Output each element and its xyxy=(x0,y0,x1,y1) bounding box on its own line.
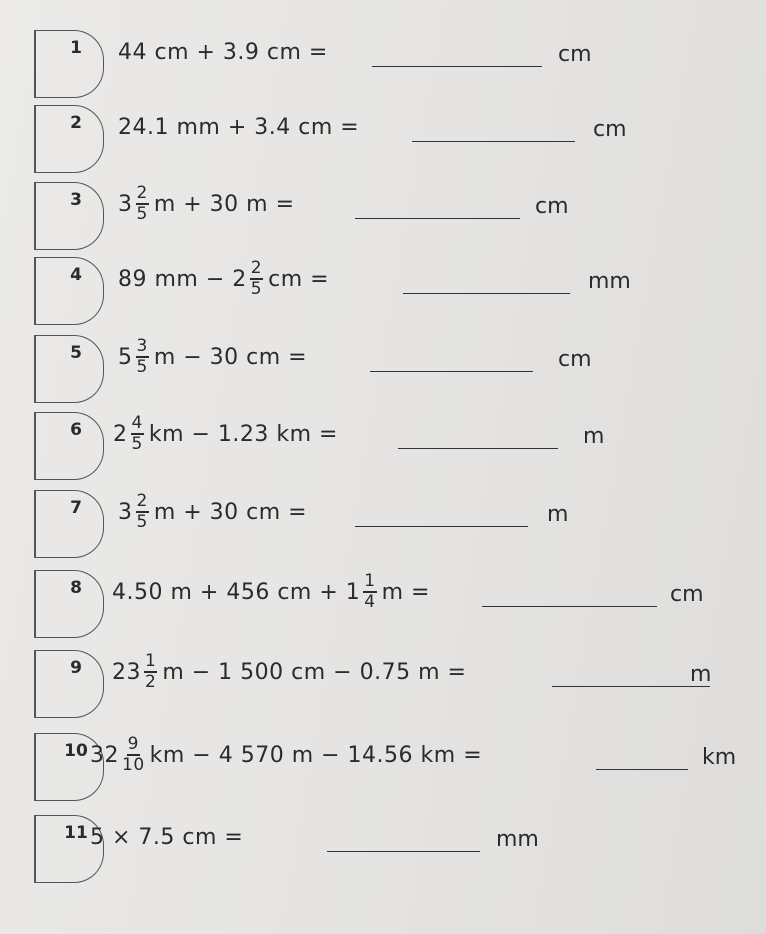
fraction-denominator: 5 xyxy=(136,357,148,377)
problem-expression xyxy=(118,30,328,74)
answer-blank[interactable] xyxy=(398,448,558,449)
expression-text: 2 xyxy=(113,421,128,447)
expression-text: 24.1 mm + 3.4 cm = xyxy=(118,114,360,140)
expression-text: 89 mm − 2 xyxy=(118,266,247,292)
answer-blank[interactable] xyxy=(327,851,480,852)
problem-row xyxy=(0,815,766,885)
answer-blank[interactable] xyxy=(596,769,688,770)
problem-number: 3 xyxy=(70,190,82,210)
expression-text: 44 cm + 3.9 cm = xyxy=(118,39,328,65)
expression-text: m = xyxy=(381,579,430,605)
answer-unit: mm xyxy=(588,269,631,294)
answer-unit: cm xyxy=(670,582,704,607)
answer-unit: m xyxy=(547,502,569,527)
problem-expression xyxy=(118,257,329,301)
problem-expression xyxy=(112,650,466,694)
problem-row xyxy=(0,105,766,175)
problem-expression xyxy=(118,490,307,534)
expression-text: km − 4 570 m − 14.56 km = xyxy=(149,742,483,768)
answer-unit: m xyxy=(690,662,712,687)
fraction xyxy=(363,573,376,611)
expression-text: km − 1.23 km = xyxy=(148,421,338,447)
fraction-numerator: 1 xyxy=(364,571,376,591)
answer-unit: mm xyxy=(496,827,539,852)
answer-unit: m xyxy=(583,424,605,449)
answer-blank[interactable] xyxy=(372,66,542,67)
answer-blank[interactable] xyxy=(403,293,570,294)
problem-number: 6 xyxy=(70,420,82,440)
problem-number: 2 xyxy=(70,113,82,133)
fraction xyxy=(131,415,144,453)
fraction-denominator: 5 xyxy=(131,434,143,454)
fraction-denominator: 5 xyxy=(250,279,263,299)
fraction-denominator: 5 xyxy=(136,204,148,224)
fraction-numerator: 2 xyxy=(136,491,148,511)
expression-text: m − 1 500 cm − 0.75 m = xyxy=(162,659,467,685)
fraction xyxy=(122,736,145,774)
expression-text: 5 xyxy=(118,344,133,370)
problem-number: 7 xyxy=(70,498,82,518)
problem-number: 5 xyxy=(70,343,82,363)
problem-row xyxy=(0,570,766,640)
fraction-denominator: 2 xyxy=(145,672,157,692)
problem-number: 8 xyxy=(70,578,82,598)
fraction xyxy=(136,493,149,531)
fraction-numerator: 9 xyxy=(127,734,139,754)
expression-text: cm = xyxy=(268,266,330,292)
answer-unit: cm xyxy=(593,117,627,142)
answer-unit: cm xyxy=(558,42,592,67)
expression-text: 4.50 m + 456 cm + 1 xyxy=(112,579,361,605)
answer-blank[interactable] xyxy=(355,526,528,527)
problem-number: 9 xyxy=(70,658,82,678)
expression-text: 3 xyxy=(118,191,133,217)
problem-row xyxy=(0,650,766,720)
expression-text: m + 30 m = xyxy=(153,191,295,217)
problem-number: 1 xyxy=(70,38,82,58)
expression-text: 3 xyxy=(118,499,133,525)
problem-number: 4 xyxy=(70,265,82,285)
problem-row xyxy=(0,733,766,803)
fraction xyxy=(250,260,263,298)
expression-text: 32 xyxy=(90,742,119,768)
problem-expression xyxy=(90,815,243,859)
problem-row xyxy=(0,30,766,100)
fraction-numerator: 2 xyxy=(136,183,148,203)
expression-text: 5 × 7.5 cm = xyxy=(90,824,244,850)
problem-expression xyxy=(118,182,295,226)
answer-blank[interactable] xyxy=(355,218,520,219)
problem-expression xyxy=(112,570,430,614)
fraction-numerator: 1 xyxy=(145,651,157,671)
fraction-denominator: 10 xyxy=(122,755,145,775)
answer-unit: km xyxy=(702,745,737,770)
expression-text: m + 30 cm = xyxy=(153,499,308,525)
fraction-numerator: 4 xyxy=(131,413,143,433)
answer-unit: cm xyxy=(558,347,592,372)
problem-number: 11 xyxy=(64,823,88,843)
fraction xyxy=(136,185,149,223)
problem-row xyxy=(0,335,766,405)
answer-blank[interactable] xyxy=(552,686,710,687)
expression-text: 23 xyxy=(112,659,141,685)
fraction-numerator: 2 xyxy=(250,258,263,278)
problem-expression xyxy=(118,335,307,379)
expression-text: m − 30 cm = xyxy=(153,344,308,370)
fraction-numerator: 3 xyxy=(136,336,148,356)
fraction xyxy=(136,338,149,376)
answer-unit: cm xyxy=(535,194,569,219)
fraction xyxy=(144,653,157,691)
problem-row xyxy=(0,412,766,482)
problem-expression xyxy=(113,412,338,456)
answer-blank[interactable] xyxy=(370,371,533,372)
problem-row xyxy=(0,490,766,560)
fraction-denominator: 5 xyxy=(136,512,148,532)
problem-number: 10 xyxy=(64,741,88,761)
answer-blank[interactable] xyxy=(482,606,657,607)
problem-expression xyxy=(118,105,359,149)
problem-expression xyxy=(90,733,482,777)
problem-row xyxy=(0,257,766,327)
answer-blank[interactable] xyxy=(412,141,575,142)
fraction-denominator: 4 xyxy=(364,592,376,612)
problem-row xyxy=(0,182,766,252)
